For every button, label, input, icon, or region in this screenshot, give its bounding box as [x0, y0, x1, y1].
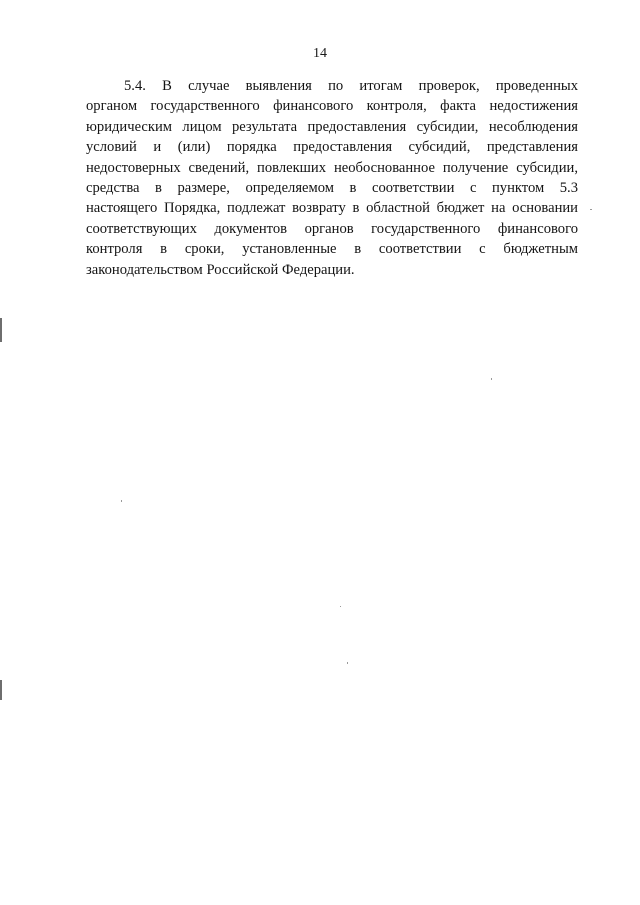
scan-speck — [347, 662, 348, 664]
page-number: 14 — [313, 46, 327, 61]
scan-speck — [590, 209, 592, 210]
paragraph-line: недостоверных сведений, повлекших необоснованное получение субсидии, — [86, 159, 578, 176]
paragraph-line: юридическим лицом результата предоставления субсидии, несоблюдения — [86, 118, 578, 135]
paragraph-line: органом государственного финансового контроля, факта недостижения — [86, 98, 578, 115]
paragraph-5-4 — [86, 76, 578, 280]
paragraph-line: контроля в сроки, установленные в соответствии с бюджетным — [86, 241, 578, 258]
paragraph-line: 5.4. В случае выявления по итогам проверок, проведенных — [124, 78, 578, 94]
paragraph-line: средства в размере, определяемом в соответствии с пунктом 5.3 — [86, 180, 578, 197]
paragraph-line: настоящего Порядка, подлежат возврату в областной бюджет на основании — [86, 200, 578, 217]
scan-speck — [121, 500, 122, 502]
scan-edge-mark — [0, 318, 2, 342]
paragraph-line: условий и (или) порядка предоставления субсидий, представления — [86, 139, 578, 156]
scan-speck — [491, 378, 492, 380]
scan-speck — [340, 606, 341, 607]
paragraph-line: соответствующих документов органов государственного финансового — [86, 220, 578, 237]
scan-edge-mark — [0, 680, 2, 700]
paragraph-line: законодательством Российской Федерации. — [86, 261, 355, 278]
